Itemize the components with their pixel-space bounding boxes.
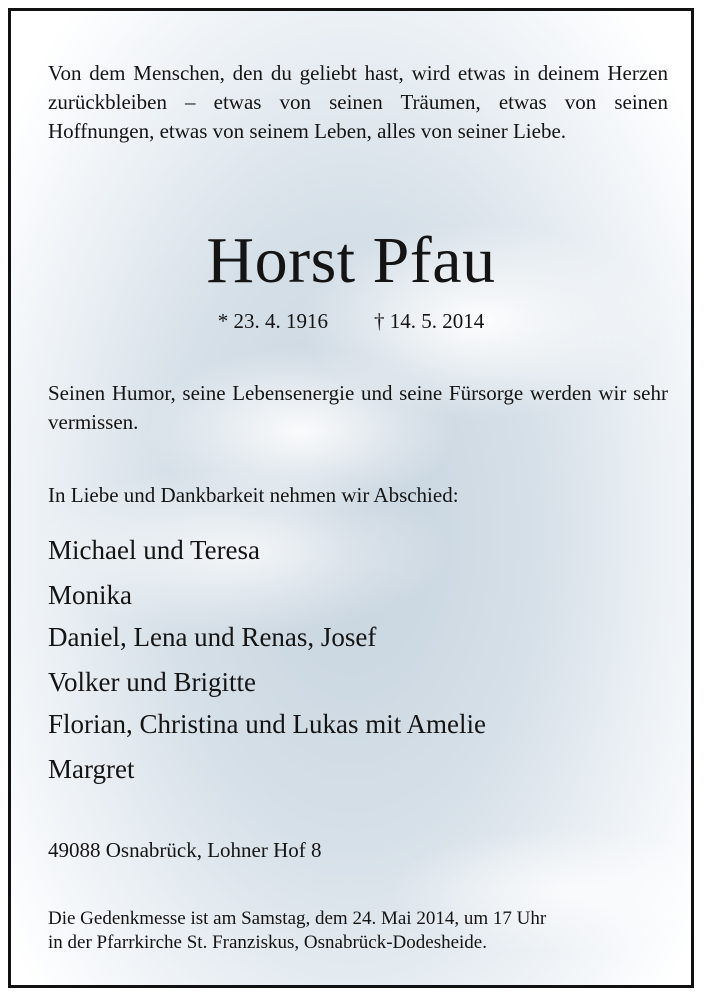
service-line: Die Gedenkmesse ist am Samstag, dem 24. Mai 2014, um 17 Uhr xyxy=(48,908,547,929)
family-member-line: Daniel, Lena und Renas, Josef xyxy=(48,622,377,652)
address-line: 49088 Osnabrück, Lohner Hof 8 xyxy=(48,838,322,862)
family-member-line: Monika xyxy=(48,580,132,610)
family-group xyxy=(48,529,671,571)
family-member-line: Florian, Christina und Lukas mit Amelie xyxy=(48,709,486,739)
farewell-line: In Liebe und Dankbarkeit nehmen wir Abschied: xyxy=(48,483,459,507)
family-group xyxy=(48,661,671,745)
service-info xyxy=(48,907,671,955)
deceased-name: Horst Pfau xyxy=(206,224,496,297)
family-member-line: Michael und Teresa xyxy=(48,535,261,565)
memorial-quote: Von dem Menschen, den du geliebt hast, wird etwas in deinem Herzen zurückbleiben – etwas von seinen Träumen, etwas von seinen Hoffnungen, etwas von seinem Leben, alles von seiner Liebe. xyxy=(48,61,668,143)
service-line: in der Pfarrkirche St. Franziskus, Osnabrück-Dodesheide. xyxy=(48,932,487,953)
family-member-line: Margret xyxy=(48,754,135,784)
death-date: † 14. 5. 2014 xyxy=(374,309,485,333)
birth-date: * 23. 4. 1916 xyxy=(217,309,328,333)
family-list xyxy=(48,529,671,793)
life-dates xyxy=(11,307,691,335)
tribute-text: Seinen Humor, seine Lebensenergie und seine Fürsorge werden wir sehr vermissen. xyxy=(48,381,668,434)
obituary-notice xyxy=(8,8,694,988)
family-group xyxy=(48,574,671,658)
family-group xyxy=(48,748,671,790)
family-member-line: Volker und Brigitte xyxy=(48,667,256,697)
